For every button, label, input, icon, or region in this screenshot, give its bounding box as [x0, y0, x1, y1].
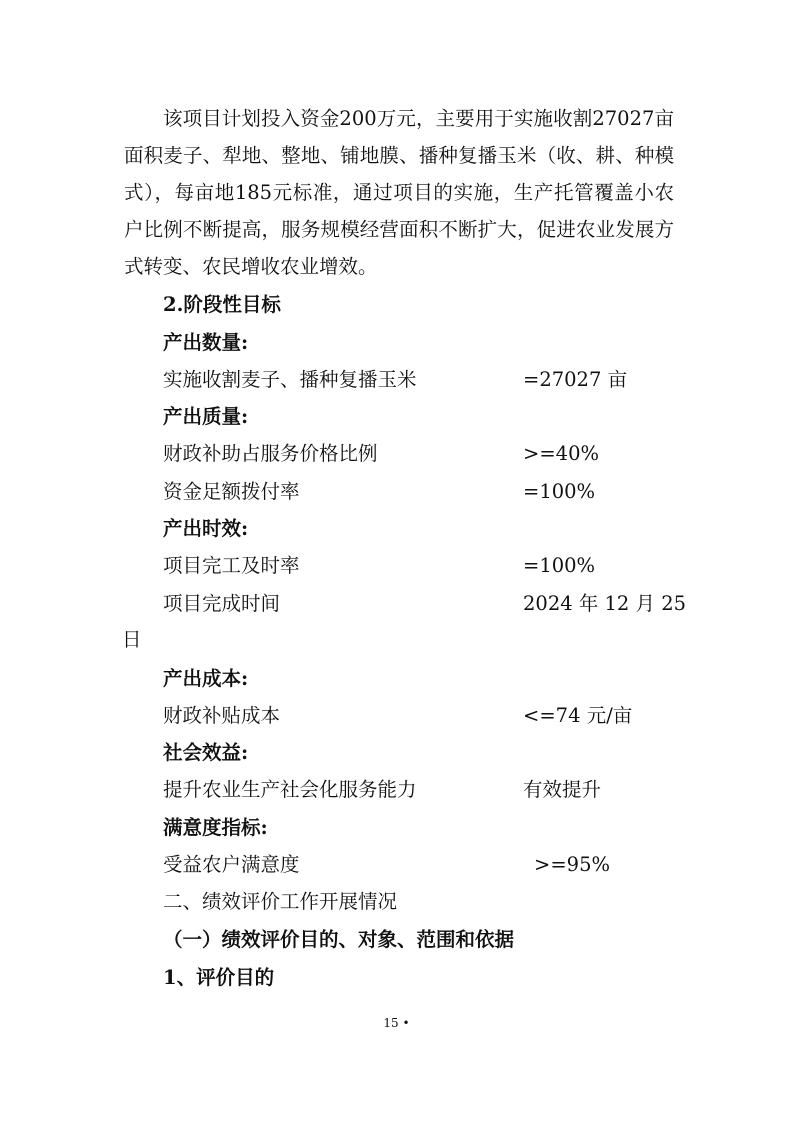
row-label: 受益农户满意度: [163, 853, 300, 876]
row-label: 项目完成时间: [163, 592, 281, 615]
row-value-wrap: 日: [122, 628, 142, 651]
heading-satisfaction: 满意度指标:: [163, 816, 268, 839]
subsubsection-heading: 1、评价目的: [163, 966, 275, 989]
subsection-heading: （一）绩效评价目的、对象、范围和依据: [163, 928, 515, 951]
row-value: =100%: [523, 480, 596, 503]
page-number: 15 •: [383, 1016, 410, 1030]
heading-output-cost: 产出成本:: [163, 667, 249, 690]
row-value: =100%: [523, 554, 596, 577]
heading-output-timeliness: 产出时效:: [163, 517, 249, 540]
row-value: 2024 年 12 月 25: [523, 592, 687, 615]
row-label: 项目完工及时率: [163, 554, 300, 577]
row-value: <=74 元/亩: [523, 704, 633, 727]
section-heading-stage-goals: 2.阶段性目标: [163, 293, 281, 316]
heading-output-quantity: 产出数量:: [163, 331, 249, 354]
row-value: =27027 亩: [523, 368, 628, 391]
row-label: 财政补助占服务价格比例: [163, 442, 378, 465]
row-value: 有效提升: [523, 778, 602, 801]
row-value: >=40%: [523, 442, 600, 465]
chapter-heading: 二、绩效评价工作开展情况: [163, 890, 398, 913]
heading-output-quality: 产出质量:: [163, 405, 249, 428]
row-label: 财政补贴成本: [163, 704, 281, 727]
row-label: 实施收割麦子、播种复播玉米: [163, 368, 417, 391]
row-value: >=95%: [534, 853, 611, 876]
row-label: 提升农业生产社会化服务能力: [163, 778, 417, 801]
row-label: 资金足额拨付率: [163, 480, 300, 503]
heading-social-benefit: 社会效益:: [163, 741, 249, 764]
intro-paragraph: 该项目计划投入资金200万元，主要用于实施收割27027亩面积麦子、犁地、整地、铺地膜、播种复播玉米（收、耕、种模式），每亩地185元标准，通过项目的实施，生产托管覆盖小农户比例不断提高，服务规模经营面积不断扩大，促进农业发展方式转变、农民增收农业增效。: [124, 107, 674, 278]
